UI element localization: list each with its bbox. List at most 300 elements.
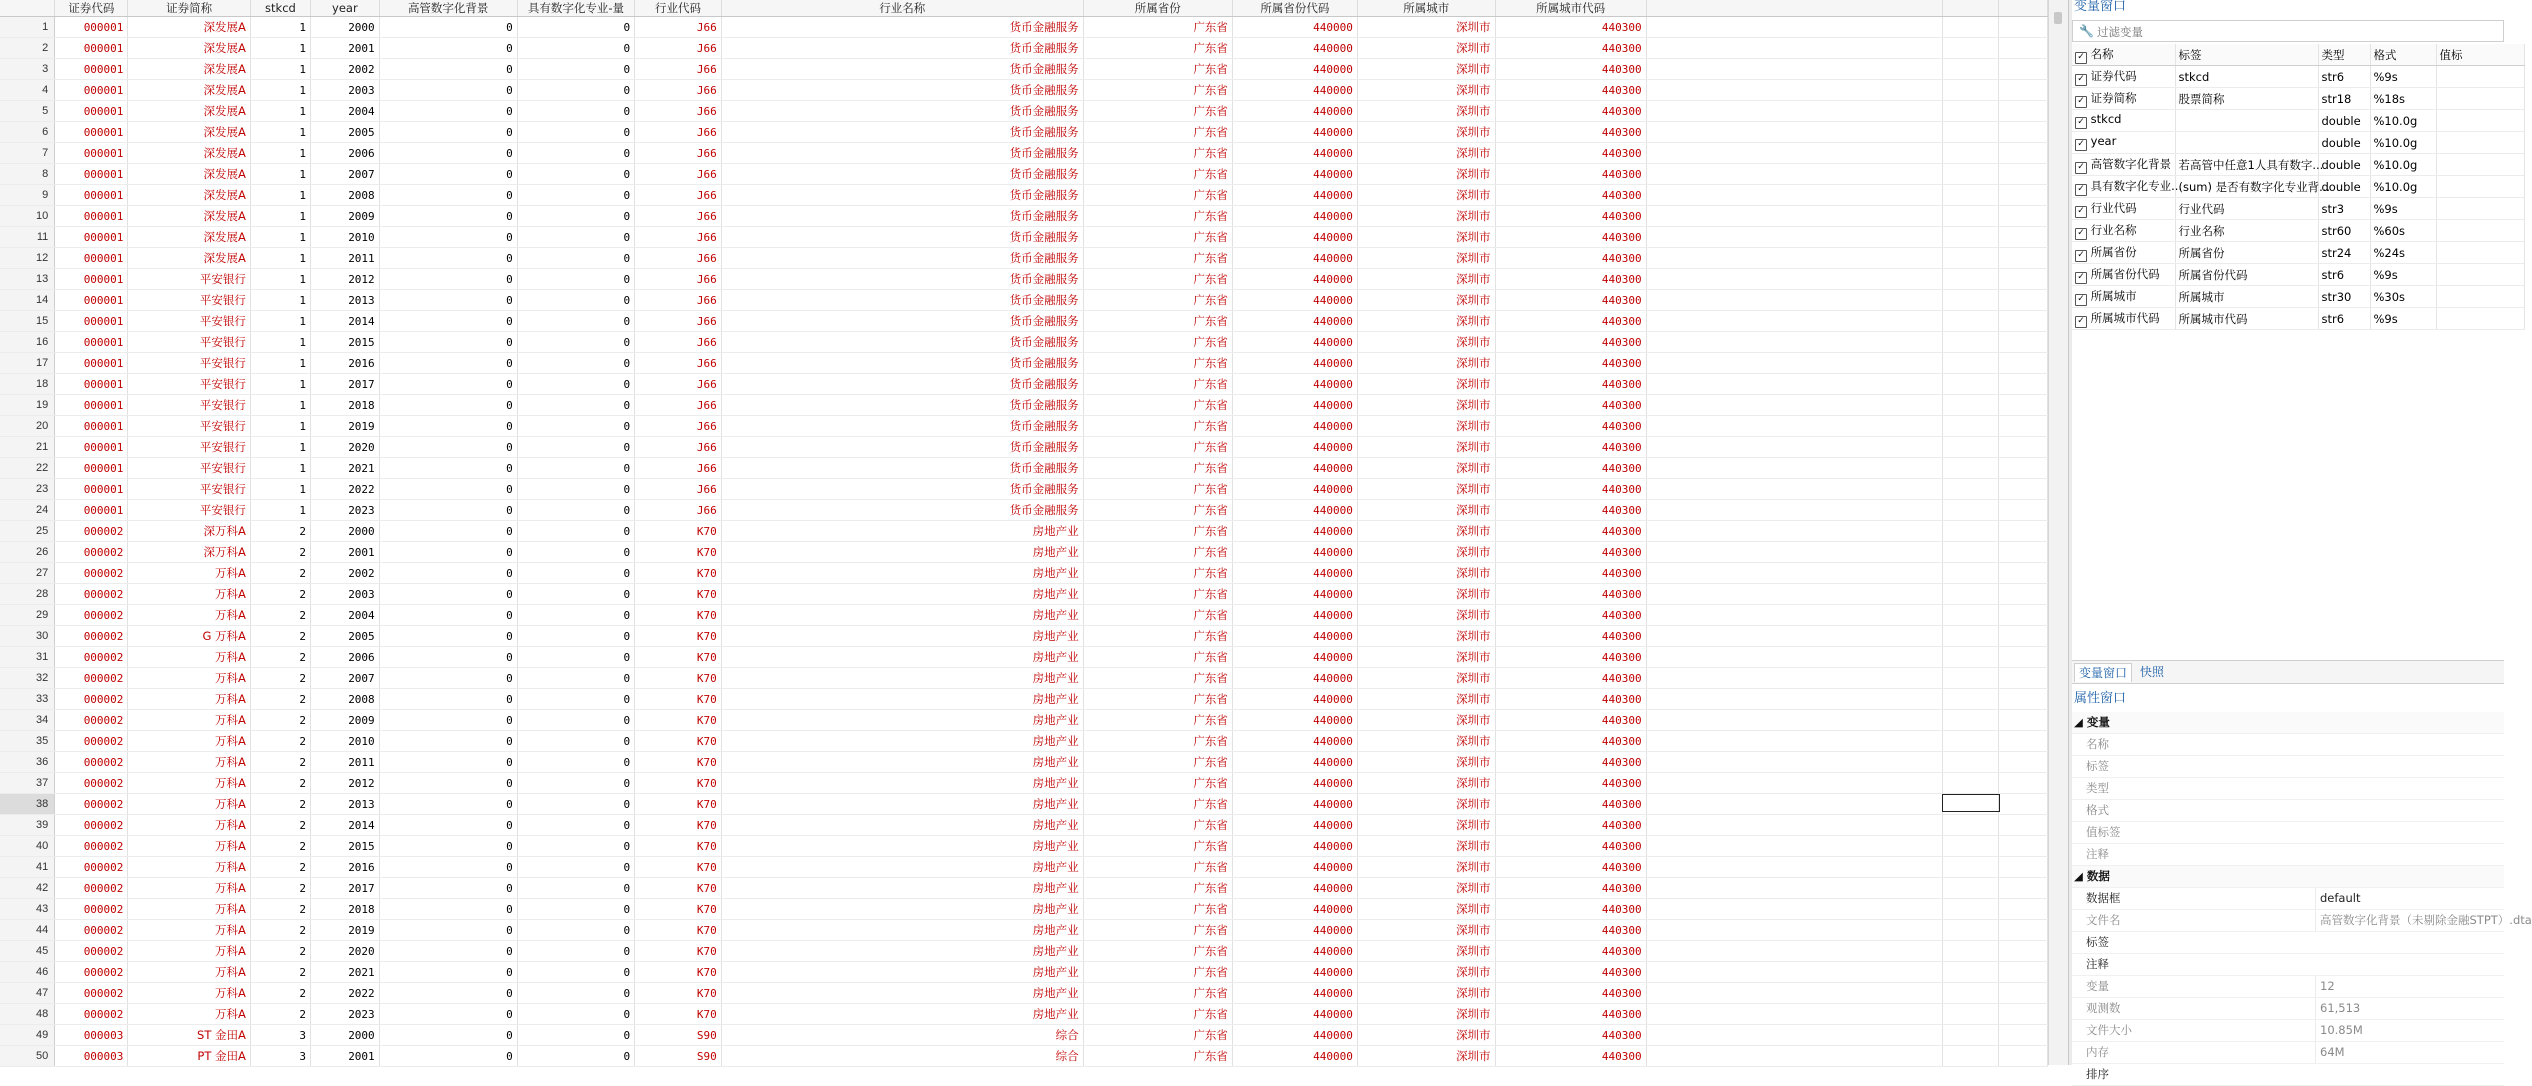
table-cell[interactable]: 万科A [128, 605, 250, 626]
empty-cell[interactable] [1999, 1004, 2048, 1025]
table-cell[interactable]: 2002 [311, 563, 380, 584]
table-cell[interactable]: J66 [635, 185, 722, 206]
table-cell[interactable]: 2007 [311, 164, 380, 185]
table-cell[interactable]: 0 [517, 17, 634, 38]
table-cell[interactable]: 广东省 [1083, 794, 1232, 815]
table-cell[interactable]: 2022 [311, 479, 380, 500]
table-cell[interactable]: 2005 [311, 626, 380, 647]
table-cell[interactable]: J66 [635, 437, 722, 458]
table-cell[interactable]: 0 [379, 773, 517, 794]
property-value[interactable]: 12 [2315, 976, 2509, 997]
table-cell[interactable]: 440000 [1232, 38, 1357, 59]
table-cell[interactable]: 0 [379, 311, 517, 332]
table-row[interactable] [0, 752, 2048, 773]
table-row[interactable] [0, 185, 2048, 206]
variable-checkbox[interactable]: ✓ [2075, 74, 2087, 86]
table-cell[interactable]: 广东省 [1083, 101, 1232, 122]
variable-name-cell[interactable] [2072, 66, 2175, 88]
empty-column-header[interactable] [1646, 0, 1943, 17]
empty-cell[interactable] [1646, 563, 1943, 584]
row-number[interactable]: 11 [0, 227, 55, 248]
table-cell[interactable]: 440300 [1495, 101, 1646, 122]
table-cell[interactable]: 000001 [55, 311, 128, 332]
table-cell[interactable]: 万科A [128, 899, 250, 920]
table-cell[interactable]: 440000 [1232, 605, 1357, 626]
table-cell[interactable]: 1 [250, 101, 310, 122]
table-cell[interactable]: 000001 [55, 185, 128, 206]
table-cell[interactable]: J66 [635, 101, 722, 122]
table-cell[interactable]: 货币金融服务 [721, 458, 1083, 479]
table-cell[interactable]: 0 [517, 101, 634, 122]
table-cell[interactable]: 平安银行 [128, 353, 250, 374]
table-cell[interactable]: 2008 [311, 185, 380, 206]
table-cell[interactable]: 0 [379, 626, 517, 647]
empty-cell[interactable] [1999, 332, 2048, 353]
table-cell[interactable]: 0 [517, 689, 634, 710]
table-cell[interactable]: 广东省 [1083, 857, 1232, 878]
empty-cell[interactable] [1943, 269, 1999, 290]
table-row[interactable] [0, 1025, 2048, 1046]
table-cell[interactable]: 0 [379, 143, 517, 164]
table-cell[interactable]: 2001 [311, 542, 380, 563]
property-row[interactable] [2072, 734, 2504, 756]
row-number[interactable]: 7 [0, 143, 55, 164]
empty-cell[interactable] [1943, 185, 1999, 206]
table-cell[interactable]: 440000 [1232, 836, 1357, 857]
row-number[interactable]: 40 [0, 836, 55, 857]
table-cell[interactable]: 广东省 [1083, 227, 1232, 248]
table-cell[interactable]: 000002 [55, 626, 128, 647]
table-cell[interactable]: 广东省 [1083, 353, 1232, 374]
row-number[interactable]: 3 [0, 59, 55, 80]
table-row[interactable] [0, 584, 2048, 605]
table-cell[interactable]: 深圳市 [1357, 290, 1495, 311]
table-cell[interactable]: 440300 [1495, 878, 1646, 899]
empty-cell[interactable] [1646, 479, 1943, 500]
table-cell[interactable]: 2006 [311, 647, 380, 668]
table-cell[interactable]: 平安银行 [128, 269, 250, 290]
table-cell[interactable]: 000002 [55, 878, 128, 899]
table-cell[interactable]: 1 [250, 185, 310, 206]
table-cell[interactable]: 0 [379, 332, 517, 353]
table-cell[interactable]: 0 [517, 353, 634, 374]
table-cell[interactable]: J66 [635, 416, 722, 437]
empty-cell[interactable] [1943, 647, 1999, 668]
table-cell[interactable]: 2017 [311, 878, 380, 899]
table-cell[interactable]: 440300 [1495, 332, 1646, 353]
empty-cell[interactable] [1943, 563, 1999, 584]
table-cell[interactable]: 440300 [1495, 269, 1646, 290]
table-cell[interactable]: 440300 [1495, 731, 1646, 752]
table-cell[interactable]: 000001 [55, 332, 128, 353]
empty-cell[interactable] [1999, 731, 2048, 752]
table-cell[interactable]: 1 [250, 395, 310, 416]
table-cell[interactable]: 2 [250, 920, 310, 941]
table-cell[interactable]: 0 [379, 185, 517, 206]
empty-cell[interactable] [1943, 122, 1999, 143]
table-cell[interactable]: 0 [379, 1004, 517, 1025]
table-cell[interactable]: 0 [379, 752, 517, 773]
table-cell[interactable]: K70 [635, 752, 722, 773]
table-cell[interactable]: 2003 [311, 584, 380, 605]
table-cell[interactable]: 0 [517, 836, 634, 857]
table-cell[interactable]: 2 [250, 752, 310, 773]
property-row[interactable] [2072, 998, 2504, 1020]
table-cell[interactable]: 000001 [55, 437, 128, 458]
table-cell[interactable]: K70 [635, 815, 722, 836]
table-cell[interactable]: 货币金融服务 [721, 269, 1083, 290]
table-cell[interactable]: 广东省 [1083, 878, 1232, 899]
property-value[interactable]: 10.85M [2315, 1020, 2509, 1041]
empty-cell[interactable] [1646, 521, 1943, 542]
empty-cell[interactable] [1943, 542, 1999, 563]
table-cell[interactable]: 广东省 [1083, 563, 1232, 584]
table-cell[interactable]: K70 [635, 1004, 722, 1025]
table-cell[interactable]: J66 [635, 227, 722, 248]
table-cell[interactable]: 000003 [55, 1046, 128, 1067]
table-cell[interactable]: 深圳市 [1357, 500, 1495, 521]
variable-name-cell[interactable] [2072, 132, 2175, 154]
table-cell[interactable]: 房地产业 [721, 941, 1083, 962]
table-row[interactable] [0, 605, 2048, 626]
table-cell[interactable]: 0 [517, 227, 634, 248]
table-cell[interactable]: 440300 [1495, 38, 1646, 59]
variable-checkbox[interactable]: ✓ [2075, 294, 2087, 306]
empty-cell[interactable] [1999, 437, 2048, 458]
table-cell[interactable]: K70 [635, 836, 722, 857]
table-cell[interactable]: 0 [517, 206, 634, 227]
table-cell[interactable]: 000001 [55, 290, 128, 311]
row-number[interactable]: 31 [0, 647, 55, 668]
table-cell[interactable]: 房地产业 [721, 857, 1083, 878]
empty-cell[interactable] [1943, 962, 1999, 983]
table-cell[interactable]: 广东省 [1083, 626, 1232, 647]
table-cell[interactable]: K70 [635, 899, 722, 920]
table-cell[interactable]: 货币金融服务 [721, 143, 1083, 164]
table-cell[interactable]: 深圳市 [1357, 164, 1495, 185]
column-header[interactable]: 具有数字化专业-量 [517, 0, 634, 17]
table-cell[interactable]: 2005 [311, 122, 380, 143]
table-cell[interactable]: 440000 [1232, 857, 1357, 878]
table-row[interactable] [0, 710, 2048, 731]
empty-cell[interactable] [1646, 38, 1943, 59]
table-cell[interactable]: 深万科A [128, 542, 250, 563]
property-row[interactable] [2072, 1064, 2504, 1086]
table-cell[interactable]: 000001 [55, 353, 128, 374]
table-cell[interactable]: K70 [635, 773, 722, 794]
table-cell[interactable]: 深发展A [128, 248, 250, 269]
row-number[interactable]: 24 [0, 500, 55, 521]
table-cell[interactable]: 房地产业 [721, 605, 1083, 626]
table-cell[interactable]: 2009 [311, 710, 380, 731]
row-number[interactable]: 32 [0, 668, 55, 689]
empty-cell[interactable] [1646, 584, 1943, 605]
table-cell[interactable]: 0 [517, 857, 634, 878]
table-cell[interactable]: 深圳市 [1357, 332, 1495, 353]
empty-cell[interactable] [1943, 1046, 1999, 1067]
empty-cell[interactable] [1943, 626, 1999, 647]
table-cell[interactable]: 深圳市 [1357, 311, 1495, 332]
table-cell[interactable]: 0 [379, 1046, 517, 1067]
table-cell[interactable]: 2 [250, 521, 310, 542]
empty-cell[interactable] [1999, 80, 2048, 101]
property-row[interactable] [2072, 976, 2504, 998]
table-cell[interactable]: 深圳市 [1357, 752, 1495, 773]
table-cell[interactable]: 广东省 [1083, 542, 1232, 563]
empty-cell[interactable] [1943, 80, 1999, 101]
empty-cell[interactable] [1999, 836, 2048, 857]
variable-row[interactable] [2072, 308, 2524, 330]
table-cell[interactable]: 2 [250, 605, 310, 626]
empty-cell[interactable] [1646, 647, 1943, 668]
table-cell[interactable]: 货币金融服务 [721, 290, 1083, 311]
empty-cell[interactable] [1943, 290, 1999, 311]
property-value[interactable]: 61,513 [2315, 998, 2509, 1019]
table-cell[interactable]: 1 [250, 290, 310, 311]
empty-cell[interactable] [1999, 983, 2048, 1004]
empty-cell[interactable] [1999, 38, 2048, 59]
table-cell[interactable]: 货币金融服务 [721, 101, 1083, 122]
table-cell[interactable]: 0 [517, 521, 634, 542]
table-cell[interactable]: 440000 [1232, 542, 1357, 563]
table-cell[interactable]: 货币金融服务 [721, 479, 1083, 500]
variable-row[interactable] [2072, 132, 2524, 154]
table-cell[interactable]: 2021 [311, 962, 380, 983]
table-cell[interactable]: 0 [379, 458, 517, 479]
table-cell[interactable]: 0 [517, 605, 634, 626]
variable-name-cell[interactable] [2072, 88, 2175, 110]
table-row[interactable] [0, 647, 2048, 668]
table-cell[interactable]: 0 [517, 500, 634, 521]
table-cell[interactable]: 2 [250, 626, 310, 647]
empty-cell[interactable] [1943, 500, 1999, 521]
property-group[interactable] [2072, 712, 2504, 734]
table-cell[interactable]: J66 [635, 248, 722, 269]
table-row[interactable] [0, 248, 2048, 269]
table-cell[interactable]: 广东省 [1083, 815, 1232, 836]
table-cell[interactable]: 广东省 [1083, 584, 1232, 605]
table-cell[interactable]: 房地产业 [721, 920, 1083, 941]
table-cell[interactable]: 广东省 [1083, 290, 1232, 311]
table-cell[interactable]: 0 [517, 164, 634, 185]
row-number[interactable]: 41 [0, 857, 55, 878]
empty-cell[interactable] [1999, 458, 2048, 479]
table-cell[interactable]: 深圳市 [1357, 269, 1495, 290]
table-cell[interactable]: 深发展A [128, 59, 250, 80]
empty-cell[interactable] [1999, 206, 2048, 227]
table-cell[interactable]: 深圳市 [1357, 227, 1495, 248]
empty-cell[interactable] [1646, 878, 1943, 899]
table-cell[interactable]: 3 [250, 1046, 310, 1067]
empty-cell[interactable] [1999, 122, 2048, 143]
empty-cell[interactable] [1943, 458, 1999, 479]
empty-cell[interactable] [1999, 311, 2048, 332]
table-cell[interactable]: 2001 [311, 1046, 380, 1067]
row-number[interactable]: 6 [0, 122, 55, 143]
table-cell[interactable]: 2016 [311, 857, 380, 878]
table-cell[interactable]: 1 [250, 17, 310, 38]
table-row[interactable] [0, 374, 2048, 395]
empty-cell[interactable] [1999, 584, 2048, 605]
table-cell[interactable]: 000002 [55, 941, 128, 962]
table-cell[interactable]: 货币金融服务 [721, 248, 1083, 269]
row-number[interactable]: 44 [0, 920, 55, 941]
table-row[interactable] [0, 668, 2048, 689]
empty-cell[interactable] [1646, 206, 1943, 227]
table-cell[interactable]: 000002 [55, 521, 128, 542]
table-cell[interactable]: 0 [517, 185, 634, 206]
table-cell[interactable]: 440000 [1232, 689, 1357, 710]
table-cell[interactable]: 2021 [311, 458, 380, 479]
table-cell[interactable]: 1 [250, 164, 310, 185]
table-cell[interactable]: 广东省 [1083, 416, 1232, 437]
table-cell[interactable]: 万科A [128, 584, 250, 605]
empty-cell[interactable] [1646, 80, 1943, 101]
table-cell[interactable]: K70 [635, 689, 722, 710]
empty-cell[interactable] [1646, 731, 1943, 752]
filter-variables-input[interactable] [2095, 23, 2479, 41]
row-number[interactable]: 20 [0, 416, 55, 437]
table-cell[interactable]: 440000 [1232, 80, 1357, 101]
table-row[interactable] [0, 815, 2048, 836]
table-cell[interactable]: 2000 [311, 1025, 380, 1046]
variables-header-name[interactable]: ✓ 名称 [2072, 44, 2175, 66]
table-cell[interactable]: 440300 [1495, 920, 1646, 941]
table-cell[interactable]: 深圳市 [1357, 836, 1495, 857]
table-cell[interactable]: 0 [517, 983, 634, 1004]
table-cell[interactable]: 2015 [311, 332, 380, 353]
wrench-icon[interactable]: 🔧 [2079, 24, 2094, 38]
table-cell[interactable]: 2 [250, 647, 310, 668]
table-cell[interactable]: 货币金融服务 [721, 38, 1083, 59]
table-cell[interactable]: 000001 [55, 395, 128, 416]
table-cell[interactable]: 2015 [311, 836, 380, 857]
variables-header-label[interactable]: 标签 [2175, 44, 2318, 66]
table-cell[interactable]: J66 [635, 374, 722, 395]
table-cell[interactable]: 深圳市 [1357, 521, 1495, 542]
empty-cell[interactable] [1999, 479, 2048, 500]
table-cell[interactable]: 0 [379, 395, 517, 416]
table-cell[interactable]: 平安银行 [128, 416, 250, 437]
table-cell[interactable]: 2007 [311, 668, 380, 689]
table-cell[interactable]: G 万科A [128, 626, 250, 647]
table-cell[interactable]: J66 [635, 332, 722, 353]
table-cell[interactable]: 0 [517, 437, 634, 458]
table-cell[interactable]: 深圳市 [1357, 626, 1495, 647]
table-cell[interactable]: 广东省 [1083, 668, 1232, 689]
table-cell[interactable]: J66 [635, 500, 722, 521]
table-cell[interactable]: 000001 [55, 17, 128, 38]
empty-cell[interactable] [1646, 185, 1943, 206]
table-row[interactable] [0, 80, 2048, 101]
table-cell[interactable]: 货币金融服务 [721, 185, 1083, 206]
table-cell[interactable]: 深圳市 [1357, 731, 1495, 752]
empty-cell[interactable] [1943, 836, 1999, 857]
table-cell[interactable]: 平安银行 [128, 395, 250, 416]
empty-cell[interactable] [1646, 920, 1943, 941]
table-cell[interactable]: 440000 [1232, 815, 1357, 836]
table-cell[interactable]: 440000 [1232, 1004, 1357, 1025]
table-cell[interactable]: 440000 [1232, 773, 1357, 794]
table-cell[interactable]: J66 [635, 458, 722, 479]
table-cell[interactable]: 平安银行 [128, 500, 250, 521]
table-cell[interactable]: 440000 [1232, 290, 1357, 311]
table-cell[interactable]: 万科A [128, 815, 250, 836]
row-number[interactable]: 30 [0, 626, 55, 647]
property-value[interactable]: default [2315, 888, 2509, 909]
table-cell[interactable]: 广东省 [1083, 80, 1232, 101]
table-cell[interactable]: 综合 [721, 1046, 1083, 1067]
table-cell[interactable]: 000002 [55, 731, 128, 752]
row-number[interactable]: 16 [0, 332, 55, 353]
empty-cell[interactable] [1646, 1046, 1943, 1067]
table-cell[interactable]: 广东省 [1083, 836, 1232, 857]
empty-cell[interactable] [1999, 227, 2048, 248]
table-row[interactable] [0, 164, 2048, 185]
table-cell[interactable]: 深发展A [128, 185, 250, 206]
empty-cell[interactable] [1943, 605, 1999, 626]
table-cell[interactable]: 深圳市 [1357, 437, 1495, 458]
table-cell[interactable]: 1 [250, 353, 310, 374]
table-cell[interactable]: 房地产业 [721, 542, 1083, 563]
empty-cell[interactable] [1943, 815, 1999, 836]
table-cell[interactable]: 万科A [128, 794, 250, 815]
table-cell[interactable]: 万科A [128, 752, 250, 773]
table-cell[interactable]: 广东省 [1083, 185, 1232, 206]
table-cell[interactable]: 深圳市 [1357, 899, 1495, 920]
empty-cell[interactable] [1646, 689, 1943, 710]
table-cell[interactable]: 深圳市 [1357, 185, 1495, 206]
table-cell[interactable]: 0 [517, 458, 634, 479]
table-cell[interactable]: PT 金田A [128, 1046, 250, 1067]
variable-checkbox[interactable]: ✓ [2075, 117, 2087, 129]
table-cell[interactable]: 0 [517, 290, 634, 311]
table-cell[interactable]: 广东省 [1083, 605, 1232, 626]
table-cell[interactable]: 广东省 [1083, 752, 1232, 773]
empty-cell[interactable] [1999, 899, 2048, 920]
table-cell[interactable]: 深圳市 [1357, 38, 1495, 59]
table-row[interactable] [0, 122, 2048, 143]
table-cell[interactable]: 0 [379, 269, 517, 290]
table-cell[interactable]: 货币金融服务 [721, 500, 1083, 521]
table-row[interactable] [0, 1004, 2048, 1025]
empty-cell[interactable] [1943, 479, 1999, 500]
table-cell[interactable]: J66 [635, 59, 722, 80]
empty-cell[interactable] [1646, 962, 1943, 983]
empty-cell[interactable] [1943, 311, 1999, 332]
table-cell[interactable]: 440000 [1232, 395, 1357, 416]
empty-cell[interactable] [1943, 353, 1999, 374]
table-cell[interactable]: 0 [517, 38, 634, 59]
table-cell[interactable]: 0 [379, 521, 517, 542]
table-cell[interactable]: 平安银行 [128, 479, 250, 500]
row-number[interactable]: 28 [0, 584, 55, 605]
table-cell[interactable]: 2022 [311, 983, 380, 1004]
table-cell[interactable]: 2 [250, 815, 310, 836]
table-cell[interactable]: 2 [250, 878, 310, 899]
empty-cell[interactable] [1999, 668, 2048, 689]
empty-cell[interactable] [1646, 416, 1943, 437]
table-cell[interactable]: 货币金融服务 [721, 374, 1083, 395]
table-cell[interactable]: 深圳市 [1357, 122, 1495, 143]
table-cell[interactable]: 440000 [1232, 500, 1357, 521]
table-cell[interactable]: 房地产业 [721, 773, 1083, 794]
variable-checkbox[interactable]: ✓ [2075, 162, 2087, 174]
table-cell[interactable]: 货币金融服务 [721, 437, 1083, 458]
table-cell[interactable]: 房地产业 [721, 962, 1083, 983]
table-cell[interactable]: 房地产业 [721, 983, 1083, 1004]
select-all-checkbox[interactable]: ✓ [2075, 52, 2087, 64]
